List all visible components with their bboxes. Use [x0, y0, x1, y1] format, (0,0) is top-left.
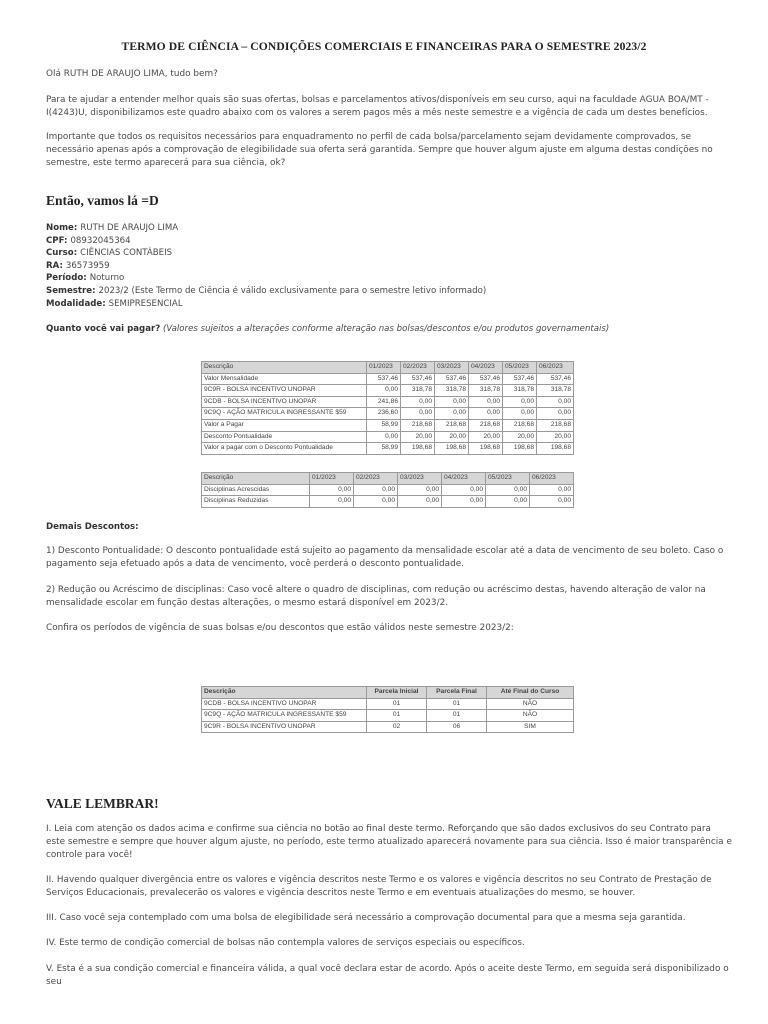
table-cell: 537,46 — [401, 373, 435, 385]
table-cell: 198,68 — [401, 443, 435, 455]
table-cell: 0,00 — [367, 431, 401, 443]
section-heading-vale-lembrar: VALE LEMBRAR! — [46, 796, 159, 811]
greeting — [46, 68, 732, 81]
table-cell: 537,46 — [537, 373, 574, 385]
table-cell: 537,46 — [367, 373, 401, 385]
table-cell: 0,00 — [530, 484, 574, 496]
col-header: Parcela Inicial — [367, 687, 427, 699]
page-title: TERMO DE CIÊNCIA – CONDIÇÕES COMERCIAIS E FINANCEIRAS PARA O SEMESTRE 2023/2 — [121, 40, 647, 53]
lembrar-item-2: II. Havendo qualquer divergência entre os valores e vigência descritos neste Termo e os valores e vigência descritos no seu Contrato de Prestação de Serviços Educacionais, prevalecerão os valores e vigência descritos neste Termo e em eventuais atualizações do mesmo, se houver. — [46, 875, 712, 898]
table-cell: 537,46 — [435, 373, 469, 385]
table-cell: 318,78 — [469, 385, 503, 397]
table-cell: Disciplinas Reduzidas — [202, 496, 310, 508]
info-ra: RA: 36573959 — [46, 260, 110, 271]
table-row — [202, 443, 574, 455]
table-cell: 0,00 — [354, 484, 398, 496]
col-header: 05/2023 — [503, 362, 537, 374]
table-row — [202, 396, 574, 408]
table-cell: 218,68 — [469, 419, 503, 431]
table-cell: 01 — [427, 698, 487, 710]
reducao-acrescimo-text: 2) Redução ou Acréscimo de disciplinas: Caso você altere o quadro de disciplinas, com redução ou acréscimo destas, havendo alteração de valor na mensalidade escolar em função destas alterações, o mesmo estará disponível em 2023/2. — [46, 585, 706, 608]
table-cell: 0,00 — [310, 484, 354, 496]
table-cell: Valor a Pagar — [202, 419, 367, 431]
col-header: Descrição — [202, 473, 310, 485]
table-cell: 01 — [427, 710, 487, 722]
table-cell: 236,60 — [367, 408, 401, 420]
table-cell: 0,00 — [398, 496, 442, 508]
table-cell: 537,46 — [469, 373, 503, 385]
table-cell: 0,00 — [310, 496, 354, 508]
table-cell: Valor a pagar com o Desconto Pontualidade — [202, 443, 367, 455]
table-cell: 318,78 — [435, 385, 469, 397]
table-cell: SIM — [487, 721, 574, 733]
quanto-line — [46, 323, 609, 336]
disciplines-table-header — [202, 473, 574, 485]
info-modalidade: Modalidade: SEMIPRESENCIAL — [46, 298, 183, 309]
table-row — [202, 698, 574, 710]
col-header: 03/2023 — [435, 362, 469, 374]
table-row — [202, 431, 574, 443]
col-header: 02/2023 — [401, 362, 435, 374]
table-cell: 0,00 — [401, 408, 435, 420]
table-cell: 218,68 — [503, 419, 537, 431]
table-cell: 06 — [427, 721, 487, 733]
table-cell: Disciplinas Acrescidas — [202, 484, 310, 496]
col-header: Até Final do Curso — [487, 687, 574, 699]
intro-paragraph-1: Para te ajudar a entender melhor quais são suas ofertas, bolsas e parcelamentos ativos/disponíveis em seu curso, aqui na faculdade AGUA BOA/MT - I(4243)U, disponibilizamos este quadro abaixo com os valores a serem pagos mês a mês neste semestre e a vigência de cada um destes benefícios. — [46, 95, 709, 118]
table-cell: 20,00 — [537, 431, 574, 443]
table-cell: 9C9Q - AÇÃO MATRICULA INGRESSANTE $59 — [202, 408, 367, 420]
greeting-suffix: , tudo bem? — [164, 69, 218, 79]
table-cell: 0,00 — [486, 484, 530, 496]
info-semestre: Semestre: 2023/2 (Este Termo de Ciência é válido exclusivamente para o semestre letivo informado) — [46, 285, 487, 296]
table-cell: 20,00 — [401, 431, 435, 443]
vigencia-table — [201, 686, 574, 733]
col-header: 02/2023 — [354, 473, 398, 485]
table-cell: 58,99 — [367, 443, 401, 455]
table-cell: 9C9R - BOLSA INCENTIVO UNOPAR — [202, 385, 367, 397]
greeting-name: RUTH DE ARAUJO LIMA — [63, 69, 165, 79]
table-cell: 0,00 — [398, 484, 442, 496]
table-cell: 20,00 — [469, 431, 503, 443]
payment-table — [201, 361, 574, 455]
table-cell: 0,00 — [435, 396, 469, 408]
greeting-prefix: Olá — [46, 69, 64, 79]
table-cell: 241,86 — [367, 396, 401, 408]
col-header: 06/2023 — [537, 362, 574, 374]
col-header: 04/2023 — [469, 362, 503, 374]
col-header: Descrição — [202, 362, 367, 374]
col-header: 04/2023 — [442, 473, 486, 485]
table-row — [202, 408, 574, 420]
table-cell: 198,68 — [435, 443, 469, 455]
table-cell: 0,00 — [503, 396, 537, 408]
table-cell: Valor Mensalidade — [202, 373, 367, 385]
table-cell: 0,00 — [469, 396, 503, 408]
table-cell: 0,00 — [435, 408, 469, 420]
table-cell: 0,00 — [486, 496, 530, 508]
student-info — [46, 222, 486, 310]
disciplines-table — [201, 472, 574, 508]
table-row — [202, 373, 574, 385]
payment-table-header — [202, 362, 574, 374]
table-cell: 9CDB - BOLSA INCENTIVO UNOPAR — [202, 396, 367, 408]
table-cell: 58,99 — [367, 419, 401, 431]
info-nome: Nome: RUTH DE ARAUJO LIMA — [46, 223, 179, 233]
table-cell: 0,00 — [367, 385, 401, 397]
section-heading-start: Então, vamos lá =D — [46, 193, 159, 208]
table-cell: 20,00 — [435, 431, 469, 443]
info-curso: Curso: CIÊNCIAS CONTÁBEIS — [46, 248, 173, 259]
table-cell: NÃO — [487, 698, 574, 710]
table-cell: 318,78 — [401, 385, 435, 397]
col-header: 05/2023 — [486, 473, 530, 485]
table-cell: 20,00 — [503, 431, 537, 443]
intro-paragraph-2: Importante que todos os requisitos necessários para enquadramento no perfil de cada bolsa/parcelamento sejam devidamente comprovados, se necessário apenas após a comprovação de elegibilidade sua oferta será garantida. Sempre que houver algum ajuste em alguma destas condições no semestre, este termo aparecerá para sua ciência, ok? — [46, 132, 713, 168]
table-cell: 218,68 — [401, 419, 435, 431]
table-cell: 0,00 — [537, 408, 574, 420]
table-row — [202, 484, 574, 496]
table-cell: 01 — [367, 710, 427, 722]
table-cell: 0,00 — [354, 496, 398, 508]
col-header: 06/2023 — [530, 473, 574, 485]
table-cell: 218,68 — [435, 419, 469, 431]
table-cell: 02 — [367, 721, 427, 733]
quanto-label: Quanto você vai pagar? — [46, 324, 161, 334]
col-header: 03/2023 — [398, 473, 442, 485]
col-header: 01/2023 — [310, 473, 354, 485]
desconto-pontualidade-text: 1) Desconto Pontualidade: O desconto pontualidade está sujeito ao pagamento da mensalidade escolar até a data de vencimento de seu boleto. Caso o pagamento seja efetuado após a data de vencimento, você perderá o desconto pontualidade. — [46, 546, 724, 569]
table-cell: Desconto Pontualidade — [202, 431, 367, 443]
table-cell: 0,00 — [503, 408, 537, 420]
table-cell: 218,68 — [537, 419, 574, 431]
table-cell: 9CDB - BOLSA INCENTIVO UNOPAR — [202, 698, 367, 710]
table-row — [202, 710, 574, 722]
table-row — [202, 385, 574, 397]
confira-text: Confira os períodos de vigência de suas bolsas e/ou descontos que estão válidos neste semestre 2023/2: — [46, 623, 514, 633]
table-cell: 9C9Q - AÇÃO MATRICULA INGRESSANTE $59 — [202, 710, 367, 722]
table-row — [202, 721, 574, 733]
lembrar-item-1: I. Leia com atenção os dados acima e confirme sua ciência no botão ao final deste termo. Reforçando que são dados exclusivos do seu Contrato para este semestre e sempre que houver algum ajuste, no período, este termo atualizado aparecerá novamente para sua ciência. Isso é maior transparência e controle para você! — [46, 824, 732, 860]
col-header: 01/2023 — [367, 362, 401, 374]
lembrar-item-5: V. Esta é a sua condição comercial e financeira válida, a qual você declara estar de acordo. Após o aceite deste Termo, em seguida será disponibilizado o seu — [46, 964, 729, 987]
table-cell: 0,00 — [442, 496, 486, 508]
table-cell: 01 — [367, 698, 427, 710]
table-cell: 9C9R - BOLSA INCENTIVO UNOPAR — [202, 721, 367, 733]
table-cell: 0,00 — [442, 484, 486, 496]
table-cell: 318,78 — [537, 385, 574, 397]
table-cell: 0,00 — [401, 396, 435, 408]
table-cell: 198,68 — [537, 443, 574, 455]
info-cpf: CPF: 08932045364 — [46, 235, 131, 246]
table-row — [202, 496, 574, 508]
demais-descontos-heading: Demais Descontos: — [46, 522, 139, 532]
lembrar-item-3: III. Caso você seja contemplado com uma bolsa de elegibilidade será necessário a comprovação documental para que a mesma seja garantida. — [46, 913, 686, 923]
table-row — [202, 419, 574, 431]
col-header: Parcela Final — [427, 687, 487, 699]
table-cell: NÃO — [487, 710, 574, 722]
table-cell: 198,68 — [503, 443, 537, 455]
table-cell: 198,68 — [469, 443, 503, 455]
table-cell: 0,00 — [469, 408, 503, 420]
lembrar-item-4: IV. Este termo de condição comercial de bolsas não contempla valores de serviços especiais ou específicos. — [46, 938, 525, 948]
table-cell: 0,00 — [537, 396, 574, 408]
quanto-note: (Valores sujeitos a alterações conforme alteração nas bolsas/descontos e/ou produtos governamentais) — [162, 324, 610, 334]
info-periodo: Período: Noturno — [46, 273, 125, 284]
table-cell: 0,00 — [530, 496, 574, 508]
table-cell: 537,46 — [503, 373, 537, 385]
vigencia-table-header — [202, 687, 574, 699]
table-cell: 318,78 — [503, 385, 537, 397]
col-header: Descrição — [202, 687, 367, 699]
